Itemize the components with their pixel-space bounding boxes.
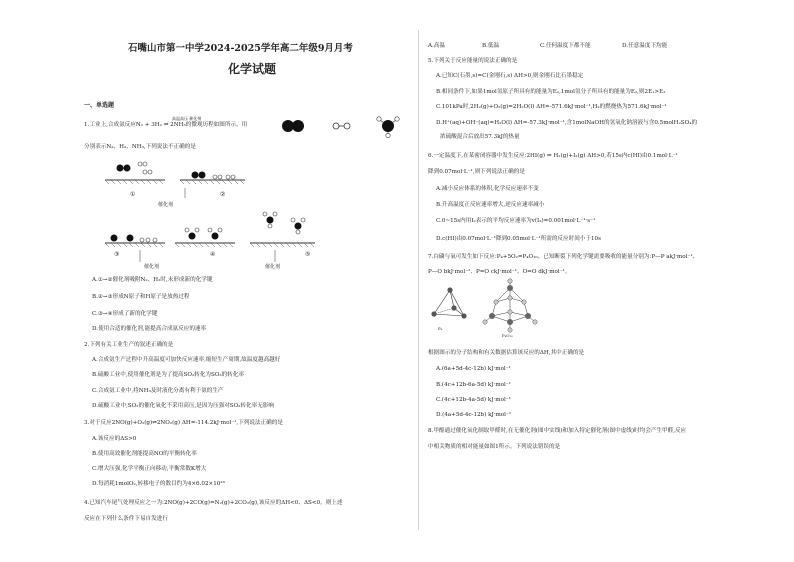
q5-option-c: C.101kPa时,2H₂(g)+O₂(g)=2H₂O(l) ΔH=-571.6kJ·mol⁻¹,H₂的燃烧热为571.6kJ·mol⁻¹ <box>436 104 667 110</box>
q4-option-a: A.高温 <box>428 43 446 49</box>
subject-title: 化学试题 <box>228 62 277 76</box>
q6-option-b: B.升高温度正反应速率增大,逆反应速率减小 <box>436 202 545 208</box>
q3-option-b: B.使用高效催化剂能提高NO的平衡转化率 <box>92 451 197 457</box>
exam-header: 石嘴山市第一中学2024-2025学年高二年级9月月考 <box>128 43 353 54</box>
p4o10-structure-figure <box>480 278 540 338</box>
catalyst-label-3: 催化剂 <box>265 264 281 270</box>
q7-option-c: C.(4c+12b-4a-5d) kJ·mol⁻¹ <box>436 397 511 403</box>
q3-stem: 3.对于反应2NO(g)+O₂(g)⇌2NO₂(g) ΔH=-114.2kJ·mol⁻¹,下列说法正确的是 <box>84 420 283 426</box>
q7-option-b: B.(4c+12b-6a-5d) kJ·mol⁻¹ <box>436 382 511 388</box>
q6-option-c: C.0~15s内用I₂表示的平均反应速率为v(I₂)=0.001mol·L⁻¹·s⁻¹ <box>436 218 596 224</box>
stage-label-2: ② <box>220 191 226 198</box>
q6-stem: 6.一定温度下,在某密闭容器中发生反应:2HI(g) ⇌ H₂(g)+I₂(g) ΔH>0,若15s内c(HI)由0.1mol·L⁻¹ <box>428 153 678 159</box>
q7-option-d: D.(4a+5d-4c-12b) kJ·mol⁻¹ <box>436 412 512 418</box>
q7-stem-continued: P—O bkJ·mol⁻¹、P=O ckJ·mol⁻¹、O=O dkJ·mol⁻¹。 <box>428 269 571 275</box>
q7-option-a: A.(6a+5d-4c-12b) kJ·mol⁻¹ <box>436 366 511 372</box>
q4-option-c: C.任何温度下都不能 <box>540 43 591 49</box>
q2-option-b: B.硫酸工业中,使用催化剂是为了提高SO₂转化为SO₃的转化率 <box>92 372 245 378</box>
q2-stem: 2.下列有关工业生产的叙述正确的是 <box>84 342 174 348</box>
stage-label-5: ⑤ <box>305 251 311 258</box>
q1-option-b: B.②→③形成N原子和H原子是放热过程 <box>92 294 190 300</box>
q7-stem: 7.白磷与氧可发生如下反应:P₄+5O₂=P₄O₁₀。已知断裂下列化学键需要吸收的能量分别为:P—P akJ·mol⁻¹、 <box>428 254 699 260</box>
q1-stem: 1.工业上,合成氨反应N₂ + 3H₂ ⇌ 2NH₃的微观历程如图所示。用 <box>84 122 248 128</box>
q5-stem: 5.下列关于反应能量的说法正确的是 <box>428 58 518 64</box>
q6-option-a: A.减小反应体系的体积,化学反应速率不变 <box>436 186 539 192</box>
catalyst-label-2: 催化剂 <box>144 264 160 270</box>
catalyst-surface-1 <box>105 162 165 184</box>
q2-option-d: D.硫酸工业中,SO₂的催化氧化不采用高压,是因为压强对SO₂转化率无影响 <box>92 403 274 409</box>
p4-label: P₄ <box>438 326 443 331</box>
q3-option-a: A.该反应的ΔS>0 <box>92 436 137 442</box>
h2-molecule-atom <box>344 123 350 129</box>
stage-label-1: ① <box>130 191 136 198</box>
stage-label-4: ④ <box>210 251 216 258</box>
q3-option-c: C.增大压强,化学平衡正向移动,平衡常数K增大 <box>92 466 207 472</box>
catalyst-surface-5 <box>250 212 315 247</box>
n2-molecule-atom <box>292 120 304 132</box>
catalyst-surface-3 <box>105 235 165 248</box>
catalyst-surface-4 <box>175 228 235 247</box>
q8-stem-continued: 中相关物质的相对能量如图1所示。下列说法错误的是 <box>428 444 561 450</box>
q1-option-c: C.③→④形成了新的化学键 <box>92 311 158 317</box>
q5-option-d-continued: 浓硫酸混合后放出57.3kJ的热量 <box>440 134 520 140</box>
q6-option-d: D.c(HI)由0.07mol·L⁻¹降到0.05mol·L⁻¹所需的反应时间小于10s <box>436 236 601 242</box>
h2-molecule-atom <box>333 123 339 129</box>
q4-option-b: B.低温 <box>482 43 500 49</box>
q4-option-d: D.任意温度下均能 <box>622 43 668 49</box>
q5-option-d: D.H⁺(aq)+OH⁻(aq)=H₂O(l) ΔH=-57.3kJ·mol⁻¹,含1molNaOH的氢氧化钠溶液与含0.5molH₂SO₄的 <box>436 120 698 126</box>
stage-label-3: ③ <box>114 251 120 258</box>
catalyst-label-1: 催化剂 <box>158 202 174 208</box>
column-divider <box>418 30 419 530</box>
q8-stem: 8.甲醇通过催化氧化制取甲醛时,在无催化剂(图中实线)和加入特定催化剂(图中虚线)时均会产生甲醛,反应 <box>428 428 687 434</box>
q5-option-b: B.相同条件下,如果1mol氢原子所具有的能量为E₁,1mol氢分子所具有的能量为E₂,则2E₁>E₂ <box>436 89 666 95</box>
q4-stem: 4.已知汽车尾气处理反应之一为:2NO(g)+2CO(g)=N₂(g)+2CO₂(g),该反应的ΔH<0、ΔS<0。则上述 <box>84 500 343 506</box>
q1-condition-tag: 高温高压 催化剂 <box>172 116 202 121</box>
q2-option-a: A.合成氨生产过程中升高温度可加快反应速率,缩短生产周期,故温度越高越好 <box>92 357 281 363</box>
q6-stem-continued: 降到0.07mol·L⁻¹,则下列说法正确的是 <box>428 169 525 175</box>
section-heading-single-choice: 一、单选题 <box>84 102 115 109</box>
p4-structure-figure <box>428 284 478 332</box>
p4o10-label: P₄O₁₀ <box>502 333 513 338</box>
catalyst-surface-2 <box>180 172 245 185</box>
q1-option-d: D.使用合适的催化剂,能提高合成氨反应的速率 <box>92 326 207 332</box>
q7-stem-question: 根据图示的分子结构和有关数据估算该反应的ΔH,其中正确的是 <box>428 350 585 356</box>
q1-option-a: A.①→②催化剂吸附N₂、H₂时,未形成新的化学键 <box>92 277 213 283</box>
molecule-legend <box>280 116 415 136</box>
q5-option-a: A.已知C(石墨,s)=C(金刚石,s) ΔH>0,则金刚石比石墨稳定 <box>436 73 584 79</box>
synthesis-mechanism-diagram <box>100 158 340 274</box>
q1-stem-continued: 分别表示N₂、H₂、NH₃,下列说法不正确的是 <box>84 144 196 150</box>
q4-stem-continued: 反应在下列什么条件下易自发进行 <box>84 516 168 522</box>
q3-option-d: D.每消耗1molO₂,转移电子的数目约为4×6.02×10²³ <box>92 481 225 487</box>
nh3-molecule-n <box>382 120 394 132</box>
q2-option-c: C.合成氨工业中,将NH₃及时液化分离有利于氨的生产 <box>92 388 224 394</box>
